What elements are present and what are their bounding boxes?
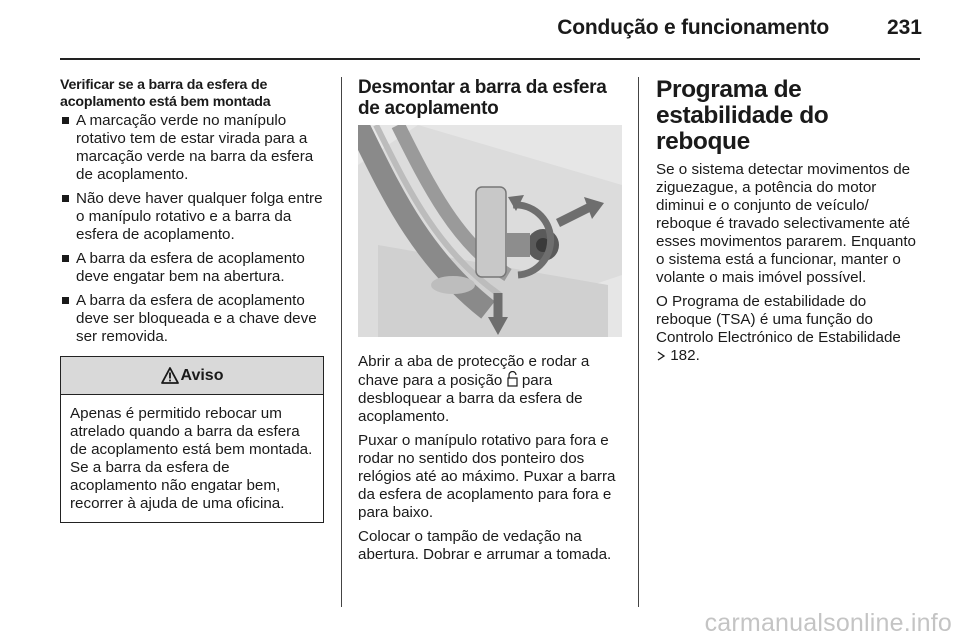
removal-step-2: Puxar o manípulo rotativo para fora e rodar no sentido dos ponteiro dos relógios até ao máximo. Puxar a barra da esfera de acoplamento para fora e para baixo. xyxy=(358,432,616,521)
page-reference-link[interactable]: 182. xyxy=(670,347,700,364)
list-item: Não deve haver qualquer folga entre o manípulo rotativo e a barra da esfera de acoplamento. xyxy=(60,190,325,244)
page-header-title: Condução e funcionamento xyxy=(557,16,829,39)
warning-text: Apenas é permitido rebocar um atrelado quando a barra da esfera de acoplamento está bem montada. Se a barra da esfera de acoplamento não engatar bem, recorrer à ajuda de uma oficina. xyxy=(70,405,313,512)
list-item: A barra da esfera de acoplamento deve engatar bem na abertura. xyxy=(60,250,325,286)
tsa-paragraph-1: Se o sistema detectar movimentos de ziguezague, a potência do motor diminui e o conjunto de veículo/ reboque é travado selectivamente até esses movimentos pararem. Enquanto o sistema está a funcionar, manter o volante o mais imóvel possível. xyxy=(656,161,917,286)
removal-step-3: Colocar o tampão de vedação na abertura. Dobrar e arrumar a tomada. xyxy=(358,528,612,563)
column-divider-1 xyxy=(341,77,342,607)
list-item: A marcação verde no manípulo rotativo tem de estar virada para a marcação verde na barra da esfera de acoplamento. xyxy=(60,112,325,184)
header-rule xyxy=(60,58,920,60)
warning-header xyxy=(61,357,323,395)
page-number: 231 xyxy=(886,16,922,39)
tsa-paragraph-2: O Programa de estabilidade do reboque (TSA) é uma função do Controlo Electrónico de Estabilidade 182. xyxy=(656,293,901,364)
removal-step-1: Abrir a aba de protecção e rodar a chave para a posição para desbloquear a barra da esfera de acoplamento. xyxy=(358,353,590,425)
section-heading-check-mounting: Verificar se a barra da esfera de acoplamento está bem montada xyxy=(60,77,271,110)
unlocked-padlock-icon xyxy=(507,371,518,387)
watermark-text: carmanualsonline.info xyxy=(704,609,952,637)
column-2 xyxy=(358,77,623,570)
section-heading-tsa: Programa de estabilidade do reboque xyxy=(656,76,829,155)
warning-triangle-icon xyxy=(161,367,179,384)
section-heading-remove-tow-bar: Desmontar a barra da esfera de acoplamento xyxy=(358,77,607,119)
list-item: A barra da esfera de acoplamento deve ser bloqueada e a chave deve ser removida. xyxy=(60,292,325,346)
tow-bar-removal-illustration xyxy=(358,125,622,337)
column-divider-2 xyxy=(638,77,639,607)
warning-box xyxy=(60,356,324,523)
column-1 xyxy=(60,77,325,523)
check-list xyxy=(60,112,325,346)
page-reference-arrow-icon xyxy=(656,350,666,362)
warning-title: Aviso xyxy=(180,366,224,384)
column-3 xyxy=(656,77,922,371)
